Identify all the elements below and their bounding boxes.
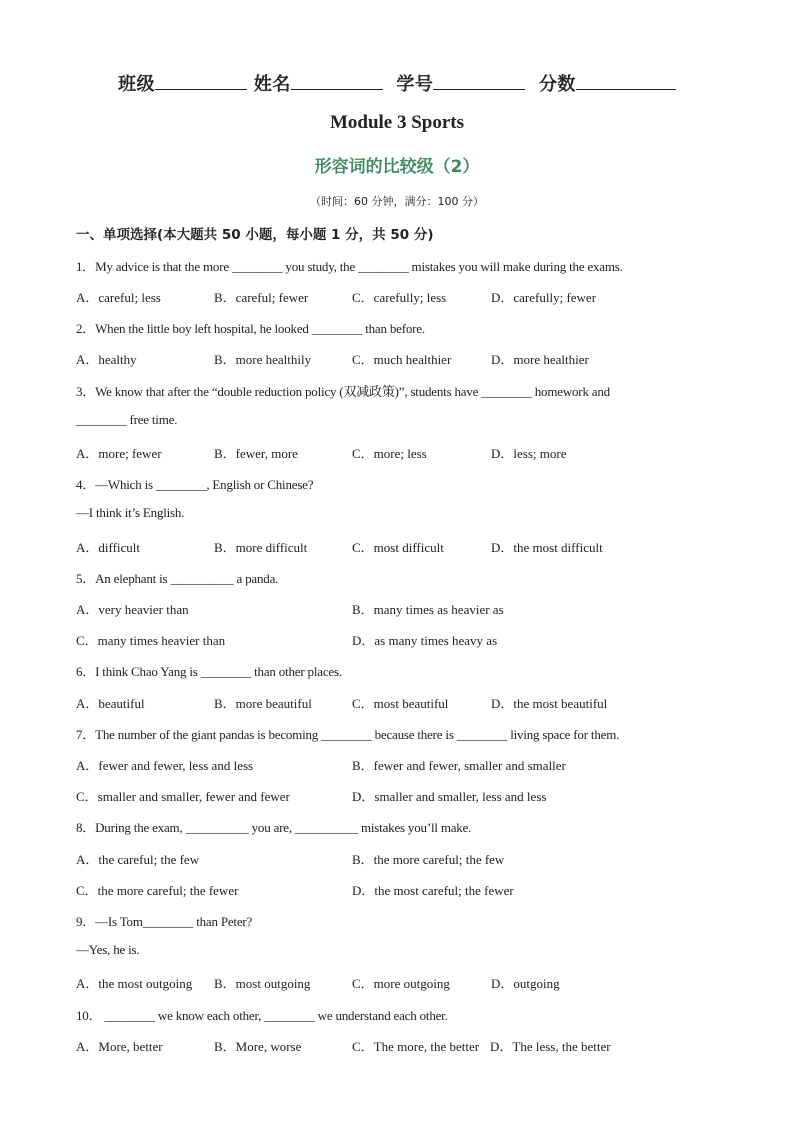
question-stem: 8．During the exam, __________ you are, __________ mistakes you’ll make. [76, 820, 472, 835]
option-c[interactable]: C．more; less [352, 446, 427, 461]
question-stem: 7．The number of the giant pandas is becoming ________ because there is ________ living space for them. [76, 727, 620, 742]
option-b[interactable]: B．More, worse [214, 1039, 302, 1054]
option-d[interactable]: D．more healthier [491, 352, 589, 367]
option-b[interactable]: B．careful; fewer [214, 290, 309, 305]
option-d[interactable]: D．The less, the better [490, 1039, 611, 1054]
student-info-line [0, 70, 794, 96]
page-title: Module 3 Sports [329, 112, 465, 133]
question-answer-line: —I think it’s English. [76, 505, 185, 520]
option-c[interactable]: C．smaller and smaller, fewer and fewer [76, 789, 290, 804]
option-a[interactable]: A．the careful; the few [76, 852, 200, 867]
question-stem: 5．An elephant is __________ a panda. [76, 571, 279, 586]
option-a[interactable]: A．healthy [76, 352, 137, 367]
option-c[interactable]: C．most beautiful [352, 696, 449, 711]
option-c[interactable]: C．most difficult [352, 540, 444, 555]
option-b[interactable]: B．many times as heavier as [352, 602, 504, 617]
option-c[interactable]: C．The more, the better [352, 1039, 480, 1054]
question-stem: 2．When the little boy left hospital, he looked ________ than before. [76, 321, 425, 336]
score-blank[interactable] [576, 73, 676, 90]
question-stem: 9．—Is Tom________ than Peter? [76, 914, 253, 929]
option-d[interactable]: D．less; more [491, 446, 567, 461]
option-c[interactable]: C．much healthier [352, 352, 452, 367]
option-b[interactable]: B．fewer, more [214, 446, 298, 461]
option-a[interactable]: A．very heavier than [76, 602, 189, 617]
question-stem: 6．I think Chao Yang is ________ than other places. [76, 664, 342, 679]
option-d[interactable]: D．smaller and smaller, less and less [352, 789, 547, 804]
option-b[interactable]: B．most outgoing [214, 976, 311, 991]
option-c[interactable]: C．carefully; less [352, 290, 447, 305]
option-a[interactable]: A．difficult [76, 540, 141, 555]
option-b[interactable]: B．more difficult [214, 540, 308, 555]
option-a[interactable]: A．the most outgoing [76, 976, 193, 991]
option-d[interactable]: D．carefully; fewer [491, 290, 597, 305]
student-id-blank[interactable] [433, 73, 525, 90]
option-d[interactable]: D．as many times heavy as [352, 633, 498, 648]
option-a[interactable]: A．careful; less [76, 290, 161, 305]
option-d[interactable]: D．the most beautiful [491, 696, 608, 711]
question-stem: 4．—Which is ________, English or Chinese? [76, 477, 314, 492]
question-stem: 1．My advice is that the more ________ you study, the ________ mistakes you will make during the exams. [76, 259, 623, 274]
class-label: 班级 [118, 74, 156, 95]
option-b[interactable]: B．the more careful; the few [352, 852, 505, 867]
option-c[interactable]: C．the more careful; the fewer [76, 883, 239, 898]
option-a[interactable]: A．More, better [76, 1039, 163, 1054]
name-label: 姓名 [253, 74, 291, 95]
question-stem-continued: ________ free time. [76, 412, 178, 427]
student-id-label: 学号 [396, 74, 434, 95]
option-b[interactable]: B．more beautiful [214, 696, 312, 711]
question-stem: 3．We know that after the “double reduction policy (双减政策)”, students have ________ homework and [76, 384, 610, 399]
question-stem: 10． ________ we know each other, ________ we understand each other. [76, 1008, 448, 1023]
option-a[interactable]: A．beautiful [76, 696, 145, 711]
time-note: （时间：60 分钟，满分：100 分） [310, 195, 484, 208]
option-d[interactable]: D．outgoing [491, 976, 560, 991]
option-a[interactable]: A．fewer and fewer, less and less [76, 758, 254, 773]
option-b[interactable]: B．more healthily [214, 352, 312, 367]
section-title: 一、单项选择(本大题共 50 小题，每小题 1 分，共 50 分) [76, 227, 434, 243]
option-c[interactable]: C．many times heavier than [76, 633, 226, 648]
page-subtitle: 形容词的比较级（2） [314, 157, 480, 177]
question-answer-line: —Yes, he is. [76, 942, 140, 957]
option-d[interactable]: D．the most difficult [491, 540, 603, 555]
option-c[interactable]: C．more outgoing [352, 976, 450, 991]
class-blank[interactable] [155, 73, 247, 90]
option-d[interactable]: D．the most careful; the fewer [352, 883, 514, 898]
score-label: 分数 [538, 74, 576, 95]
option-b[interactable]: B．fewer and fewer, smaller and smaller [352, 758, 566, 773]
option-a[interactable]: A．more; fewer [76, 446, 162, 461]
name-blank[interactable] [291, 73, 383, 90]
